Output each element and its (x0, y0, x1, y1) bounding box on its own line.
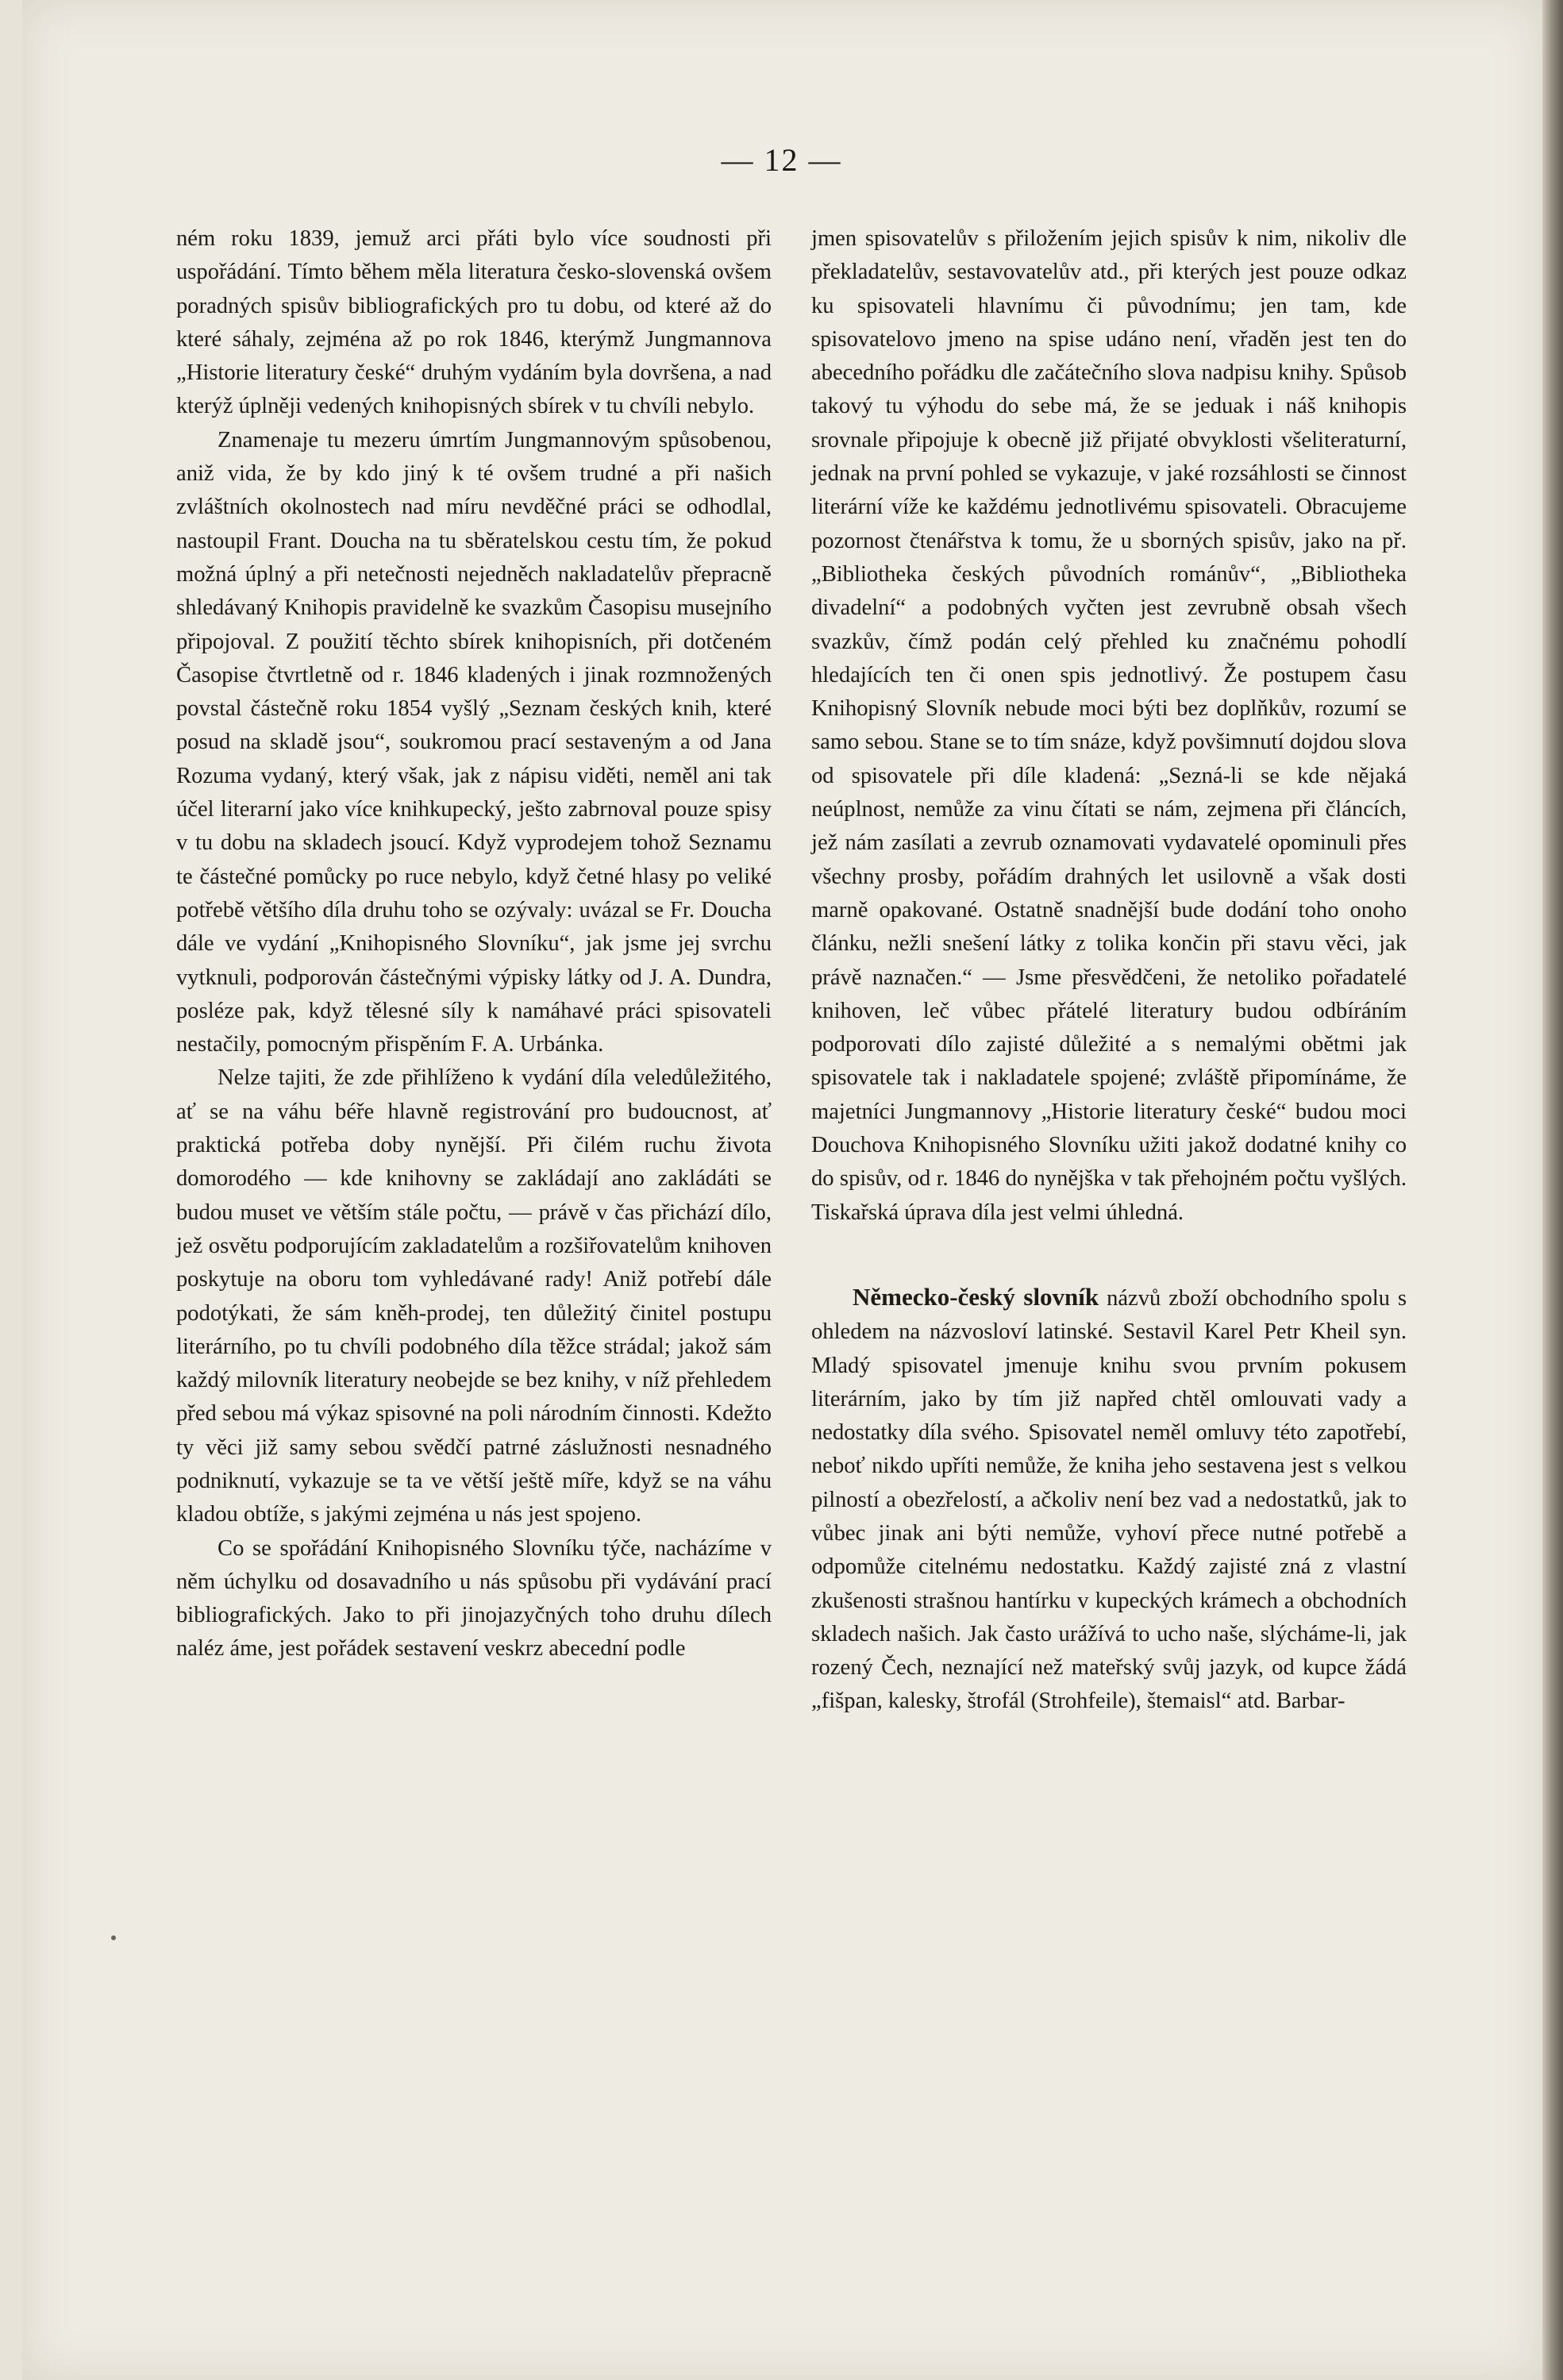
left-column (176, 222, 772, 1666)
paragraph: jmen spisovatelův s přiložením jejich spisův k nim, nikoliv dle překladatelův, sestavovatelův atd., při kterých jest pouze odkaz ku spisovateli hlavnímu či původnímu; jen tam, kde spisovatelovo jmeno na spise udáno není, vřaděn jest ten do abecedního pořádku dle začátečního slova nadpisu knihy. Spůsob takový tu výhodu do sebe má, že se jeduak i náš knihopis srovnale připojuje k obecně již přijaté obvyklosti všeliteraturní, jednak na první pohled se vykazuje, v jaké rozsáhlosti se činnost literární víže ke každému jednotlivému spisovateli. Obracujeme pozornost čtenářstva k tomu, že u sborných spisův, jako na př. „Bibliotheka českých původních románův“, „Bibliotheka divadelní“ a podobných vyčten jest zevrubně obsah všech svazkův, čímž podán celý přehled ku značnému pohodlí hledajících ten či onen spis jednotlivý. Že postupem času Knihopisný Slovník nebude moci býti bez doplňkův, rozumí se samo sebou. Stane se to tím snáze, když povšimnutí dojdou slova od spisovatele při díle kladená: „Sezná-li se kde nějaká neúplnost, nemůže za vinu čítati se nám, zejmena při článcích, jež nám zasílati a zevrub oznamovati vydavatelé opominuli přes všechny prosby, pořádím drahných let usilovně a však dosti marně opakované. Ostatně snadnější bude dodání toho onoho článku, nežli snešení látky z tolika končin při stavu věci, jak právě naznačen.“ — Jsme přesvědčeni, že netoliko pořadatelé knihoven, leč vůbec přátelé literatury budou odbíráním podporovati dílo zajisté důležité a s nemalými obětmi jak spisovatele tak i nakladatele spojené; zvláště připomínáme, že majetníci Jungmannovy „Historie literatury české“ budou moci Douchova Knihopisného Slovníku užiti jakož dodatné knihy co do spisův, od r. 1846 do nynějška v tak přehojném počtu vyšlých. Tiskařská úprava díla jest velmi úhledná. (811, 226, 1407, 1225)
right-column (811, 222, 1407, 1719)
paragraph: Nelze tajiti, že zde přihlíženo k vydání díla veledůležitého, ať se na váhu béře hlavně registrování pro budoucnost, ať praktická potřeba doby nynější. Při čilém ruchu života domorodého — kde knihovny se zakládají ano zakládáti se budou muset ve větším stále počtu, — právě v čas přichází dílo, jež osvětu podporujícím zakladatelům a rozšiřovatelům knihoven poskytuje na oboru tom vyhledávané rady! Aniž potřebí dále podotýkati, že sám kněh-prodej, ten důležitý činitel postupu literárního, po tu chvíli podobného díla těžce strádal; jakož sám každý milovník literatury neobejde se bez knihy, v níž přehledem před sebou má výkaz spisovné na poli národním činnosti. Kdežto ty věci již samy sebou svědčí patrné záslužnosti nesnadného podniknutí, vykazuje se ta ve větší ještě míře, když se na váhu kladou obtíže, s jakými zejména u nás jest spojeno. (176, 1065, 772, 1527)
paragraph: Co se spořádání Knihopisného Slovníku týče, nacházíme v něm úchylku od dosavadního u nás spůsobu při vydávání prací bibliografických. Jako to při jinojazyčných toho druhu dílech naléz áme, jest pořádek sestavení veskrz abecední podle (176, 1535, 772, 1662)
page-number: — 12 — (721, 142, 842, 178)
section-paragraph (811, 1281, 1407, 1719)
ink-speck (111, 1935, 116, 1940)
section-heading: Německo-český slovník (853, 1282, 1099, 1311)
paragraph: ném roku 1839, jemuž arci přáti bylo více soudnosti při uspořádání. Tímto během měla literatura česko-slovenská ovšem poradných spisův bibliografických pro tu dobu, od které až do které sáhaly, zejména až po rok 1846, kterýmž Jungmannova „Historie literatury české“ druhým vydáním byla dovršena, a nad kterýž úplněji vedených knihopisných sbírek v tu chvíli nebylo. (176, 226, 772, 419)
paragraph: Znamenaje tu mezeru úmrtím Jungmannovým spůsobenou, aniž vida, že by kdo jiný k té ovšem trudné a při našich zvláštních okolnostech nad míru nevděčné práci se odhodlal, nastoupil Frant. Doucha na tu sběratelskou cestu tím, že pokud možná úplný a při netečnosti nejedněch nakladatelův přepracně shledávaný Knihopis pravidelně ke svazkům Časopisu musejního připojoval. Z použití těchto sbírek knihopisních, při dotčeném Časopise čtvrtletně od r. 1846 kladených i jinak rozmnožených povstal částečně roku 1854 vyšlý „Seznam českých knih, které posud na skladě jsou“, soukromou prací sestaveným a od Jana Rozuma vydaný, který však, jak z nápisu viděti, neměl ani tak účel literarní jako více knihkupecký, ješto zabrnoval pouze spisy v tu dobu na skladech jsoucí. Když vyprodejem tohož Seznamu te částečné pomůcky po ruce nebylo, když četné hlasy po veliké potřebě většího díla druhu toho se ozývaly: uvázal se Fr. Doucha dále ve vydání „Knihopisného Slovníku“, jak jsme jej svrchu vytknuli, podporován částečnými výpisky látky od J. A. Dundra, posléze pak, když tělesné síly k namáhavé práci spisovateli nestačily, pomocným přispěním F. A. Urbánka. (176, 427, 772, 1057)
paragraph-text: názvů zboží obchodního spolu s ohledem na názvosloví latinské. Sestavil Karel Petr Kheil syn. Mladý spisovatel jmenuje knihu svou prvním pokusem literárním, jako by tím již napřed chtěl omlouvati vady a nedostatky díla svého. Spisovatel neměl omluvy této zapotřebí, neboť nikdo upříti nemůže, že kniha jeho sestavena jest s velkou pilností a obezřelostí, a ačkoliv není bez vad a nedostatků, jak to vůbec jinak ani býti nemůže, vyhoví přece nutné potřebě a odpomůže citelnému nedostatku. Každý zajisté zná z vlastní zkušenosti strašnou hantírku v kupeckých krámech a obchodních skladech našich. Jak často urážívá to ucho naše, slýcháme-li, jak rozený Čech, neznající než mateřský svůj jazyk, od kupce žádá „fišpan, kalesky, štrofál (Strohfeile), štemaisl“ atd. Barbar- (811, 1285, 1407, 1714)
page-edge (1542, 0, 1563, 2380)
